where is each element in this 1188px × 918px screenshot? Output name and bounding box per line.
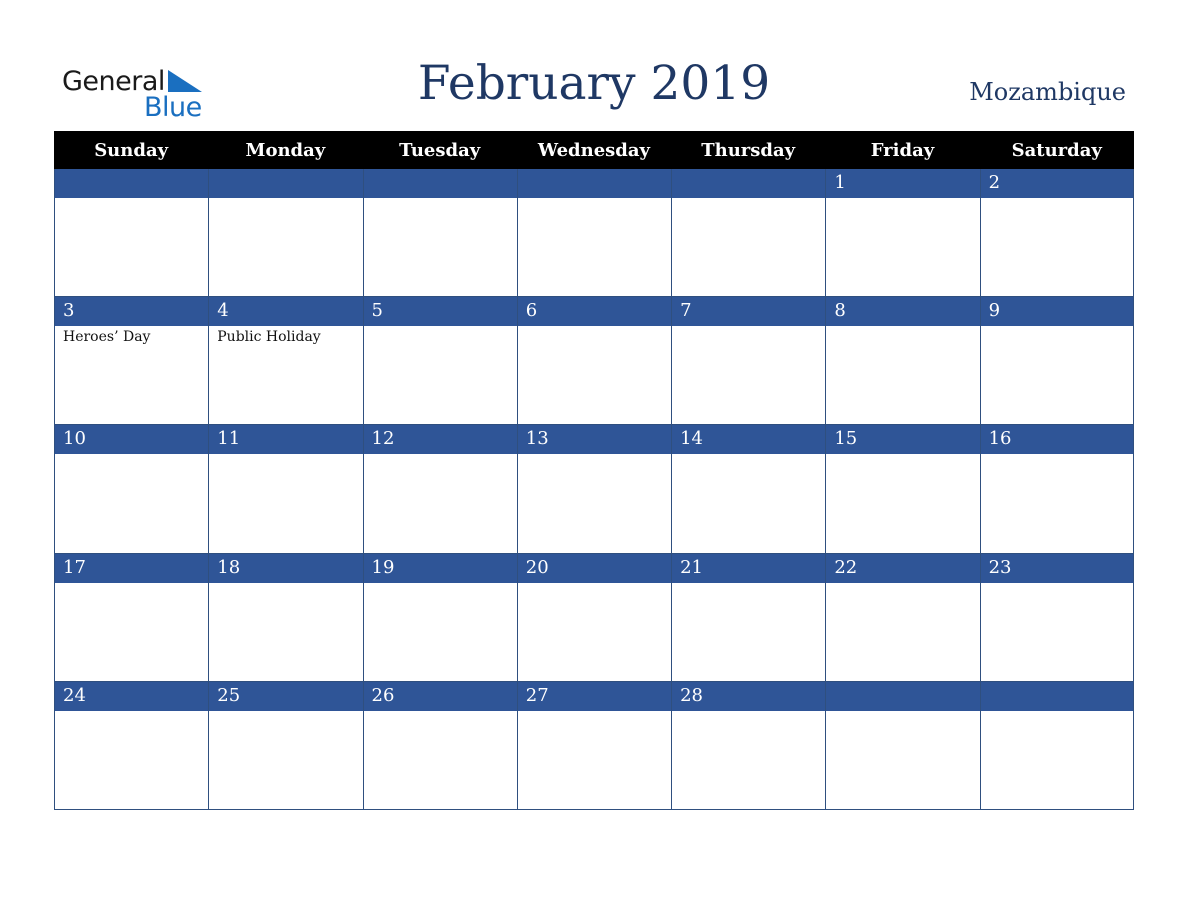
- day-number-bar: [209, 682, 362, 712]
- weekday-monday: Monday: [245, 140, 326, 161]
- day-cell[interactable]: [517, 169, 671, 297]
- holiday-label: Heroes’ Day: [63, 329, 151, 346]
- day-number-bar: [364, 425, 517, 455]
- day-cell[interactable]: [825, 682, 979, 810]
- day-cell[interactable]: [517, 425, 671, 553]
- weekday-sunday: Sunday: [94, 140, 169, 161]
- day-number-bar: [672, 425, 825, 455]
- day-number: 26: [371, 684, 395, 706]
- day-cell[interactable]: [208, 425, 362, 553]
- weekday-wednesday: Wednesday: [537, 140, 651, 161]
- day-cell[interactable]: [54, 554, 208, 682]
- day-number: 21: [680, 556, 703, 578]
- day-cell[interactable]: [517, 554, 671, 682]
- day-number-bar: [826, 554, 979, 584]
- day-number: 5: [371, 300, 383, 322]
- week-row: [54, 554, 1134, 682]
- day-cell[interactable]: [671, 425, 825, 553]
- logo-general-text: General: [62, 66, 165, 97]
- day-number-bar: [672, 169, 825, 199]
- day-number-bar: [981, 554, 1133, 584]
- day-number-bar: [672, 682, 825, 712]
- weekday-saturday: Saturday: [1011, 140, 1102, 161]
- day-cell[interactable]: [825, 554, 979, 682]
- day-number-bar: [518, 169, 671, 199]
- day-number-bar: [518, 297, 671, 327]
- day-cell[interactable]: [363, 425, 517, 553]
- day-number-bar: [981, 425, 1133, 455]
- day-cell[interactable]: [980, 297, 1134, 425]
- day-number-bar: [518, 554, 671, 584]
- day-cell[interactable]: [208, 297, 362, 425]
- logo-blue-text: Blue: [144, 92, 202, 123]
- day-number: 23: [988, 556, 1012, 578]
- day-number-bar: [672, 554, 825, 584]
- weekday-tuesday: Tuesday: [399, 140, 481, 161]
- day-cell[interactable]: [517, 297, 671, 425]
- day-cell[interactable]: [208, 554, 362, 682]
- day-number: 16: [988, 428, 1012, 450]
- day-number: 2: [988, 172, 1001, 193]
- day-number: 11: [217, 428, 241, 450]
- day-number: 8: [834, 300, 846, 322]
- week-row: [54, 425, 1134, 553]
- day-cell[interactable]: [54, 682, 208, 810]
- day-number: 9: [988, 300, 1001, 322]
- day-number: 17: [63, 556, 86, 578]
- day-number-bar: [55, 682, 208, 712]
- weekday-thursday: Thursday: [701, 140, 796, 161]
- day-cell[interactable]: [363, 297, 517, 425]
- day-number-bar: [209, 169, 362, 199]
- day-number: 3: [63, 300, 75, 322]
- day-number-bar: [364, 169, 517, 199]
- day-number-bar: [981, 169, 1133, 199]
- day-number: 1: [834, 172, 846, 193]
- day-number-bar: [518, 682, 671, 712]
- day-number-bar: [364, 297, 517, 327]
- day-number: 19: [371, 556, 395, 578]
- day-number-bar: [55, 169, 208, 199]
- day-number-bar: [55, 297, 208, 327]
- day-cell[interactable]: [671, 297, 825, 425]
- day-cell[interactable]: [363, 682, 517, 810]
- day-number-bar: [209, 554, 362, 584]
- day-number-bar: [826, 682, 979, 712]
- calendar-grid: [54, 131, 1134, 810]
- day-number: 27: [525, 684, 549, 706]
- day-cell[interactable]: [208, 169, 362, 297]
- day-cell[interactable]: [671, 169, 825, 297]
- day-cell[interactable]: [671, 682, 825, 810]
- day-number: 22: [834, 556, 858, 578]
- day-cell[interactable]: [825, 425, 979, 553]
- day-cell[interactable]: [980, 425, 1134, 553]
- weekday-friday: Friday: [870, 140, 935, 161]
- day-cell[interactable]: [980, 682, 1134, 810]
- weekday-header: [54, 131, 1134, 169]
- day-number-bar: [209, 425, 362, 455]
- day-cell[interactable]: [980, 554, 1134, 682]
- day-number: 10: [63, 428, 86, 450]
- day-number-bar: [55, 425, 208, 455]
- day-cell[interactable]: [208, 682, 362, 810]
- day-number: 6: [525, 300, 538, 322]
- day-number: 13: [525, 428, 549, 450]
- day-number: 18: [217, 556, 241, 578]
- day-number: 20: [525, 556, 549, 578]
- day-cell[interactable]: [980, 169, 1134, 297]
- weeks-container: [54, 169, 1134, 810]
- day-number-bar: [55, 554, 208, 584]
- day-number-bar: [826, 425, 979, 455]
- day-number: 12: [371, 428, 395, 450]
- day-cell[interactable]: [54, 297, 208, 425]
- day-number: 24: [63, 684, 86, 706]
- day-number-bar: [364, 682, 517, 712]
- week-row: [54, 297, 1134, 425]
- day-number-bar: [364, 554, 517, 584]
- country-label: Mozambique: [969, 78, 1126, 106]
- day-cell[interactable]: [671, 554, 825, 682]
- day-number-bar: [826, 169, 979, 199]
- day-number-bar: [209, 297, 362, 327]
- day-number: 28: [680, 684, 703, 706]
- day-cell[interactable]: [363, 169, 517, 297]
- week-row: [54, 169, 1134, 297]
- day-number-bar: [672, 297, 825, 327]
- day-cell[interactable]: [54, 169, 208, 297]
- day-number-bar: [981, 297, 1133, 327]
- day-number: 14: [680, 428, 703, 450]
- day-number: 15: [834, 428, 858, 450]
- holiday-label: Public Holiday: [217, 329, 321, 346]
- day-cell[interactable]: [54, 425, 208, 553]
- day-number: 25: [217, 684, 241, 706]
- day-number-bar: [826, 297, 979, 327]
- day-number: 4: [217, 300, 229, 322]
- day-cell[interactable]: [363, 554, 517, 682]
- day-number-bar: [518, 425, 671, 455]
- day-cell[interactable]: [825, 297, 979, 425]
- page-title: February 2019: [417, 56, 771, 111]
- day-cell[interactable]: [517, 682, 671, 810]
- week-row: [54, 682, 1134, 810]
- day-number: 7: [680, 300, 692, 322]
- day-cell[interactable]: [825, 169, 979, 297]
- day-number-bar: [981, 682, 1133, 712]
